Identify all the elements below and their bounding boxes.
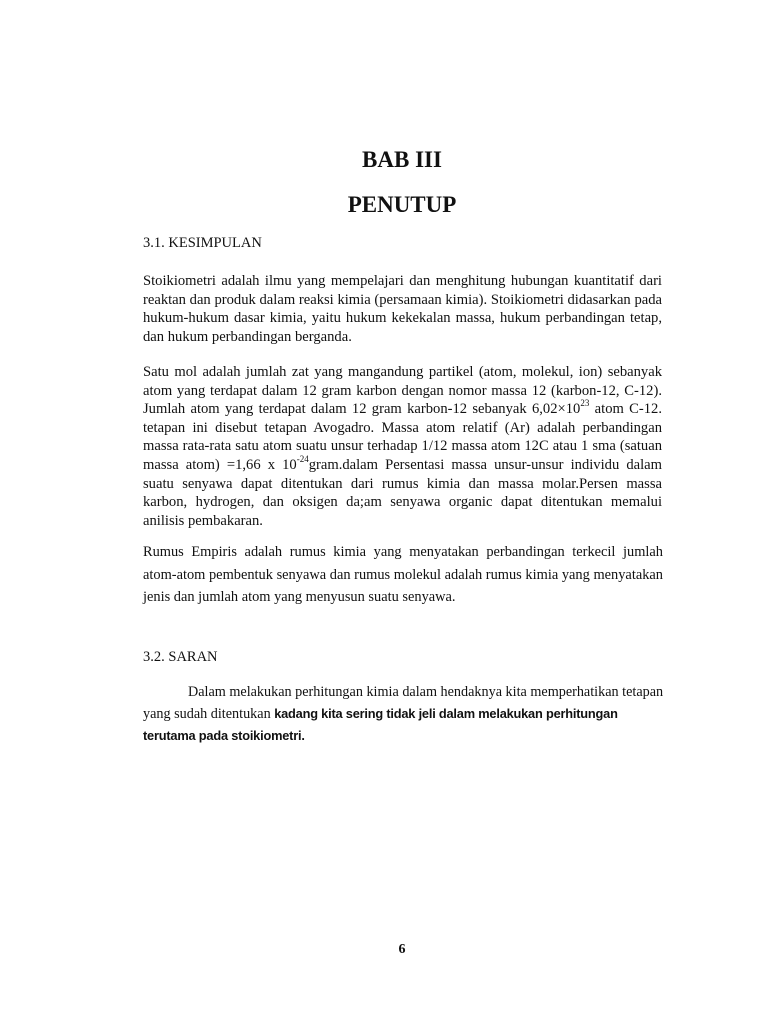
saran-bold-text: kadang kita sering tidak jeli dalam melakukan perhitungan terutama pada stoikiometri. [143,706,618,743]
saran-regular-text: Dalam melakukan perhitungan kimia dalam hendaknya kita memperhatikan tetapan yang sudah ditentukan [143,684,664,722]
paragraph-mol [143,363,662,530]
chapter-subtitle: PENUTUP [347,192,457,217]
section-heading-kesimpulan: 3.1. KESIMPULAN [143,235,262,251]
paragraph-stoikiometri: Stoikiometri adalah ilmu yang mempelajari dan menghitung hubungan kuantitatif dari reaktan dan produk dalam reaksi kimia (persamaan kimia). Stoikiometri didasarkan pada hukum-hukum dasar kimia, yaitu hukum kekekalan massa, hukum perbandingan tetap, dan hukum perbandingan berganda. [143,273,662,345]
paragraph-saran [143,681,673,747]
paragraph-mol-part1: Satu mol adalah jumlah zat yang mangandung partikel (atom, molekul, ion) sebanyak atom yang terdapat dalam 12 gram karbon dengan nomor massa 12 (karbon-12, C-12). Jumlah atom yang terdapat dalam 12 gram karbon-12 sebanyak 6,02×10 [143,364,662,418]
paragraph-mol-part3: gram.dalam Persentasi massa unsur-unsur individu dalam suatu senyawa dapat ditentukan dari rumus kimia dan massa molar.Persen massa karbon, hydrogen, dan oksigen da;am senyawa organic dapat ditentukan memalui anilisis pembakaran. [143,456,662,529]
page-number: 6 [398,942,406,957]
sma-exponent: -24 [296,454,309,465]
paragraph-mol-part2: atom C-12. tetapan ini disebut tetapan Avogadro. Massa atom relatif (Ar) adalah perbandingan massa rata-rata satu atom suatu unsur terhadap 1/12 massa atom 12C atau 1 sma (satuan massa atom) =1,66 x 10 [143,401,662,473]
section-heading-saran: 3.2. SARAN [143,649,218,665]
chapter-title: BAB III [362,147,442,172]
paragraph-rumus-empiris: Rumus Empiris adalah rumus kimia yang menyatakan perbandingan terkecil jumlah atom-atom pembentuk senyawa dan rumus molekul adalah rumus kimia yang menyatakan jenis dan jumlah atom yang menyusun suatu senyawa. [143,544,663,606]
avogadro-exponent: 23 [580,398,590,409]
